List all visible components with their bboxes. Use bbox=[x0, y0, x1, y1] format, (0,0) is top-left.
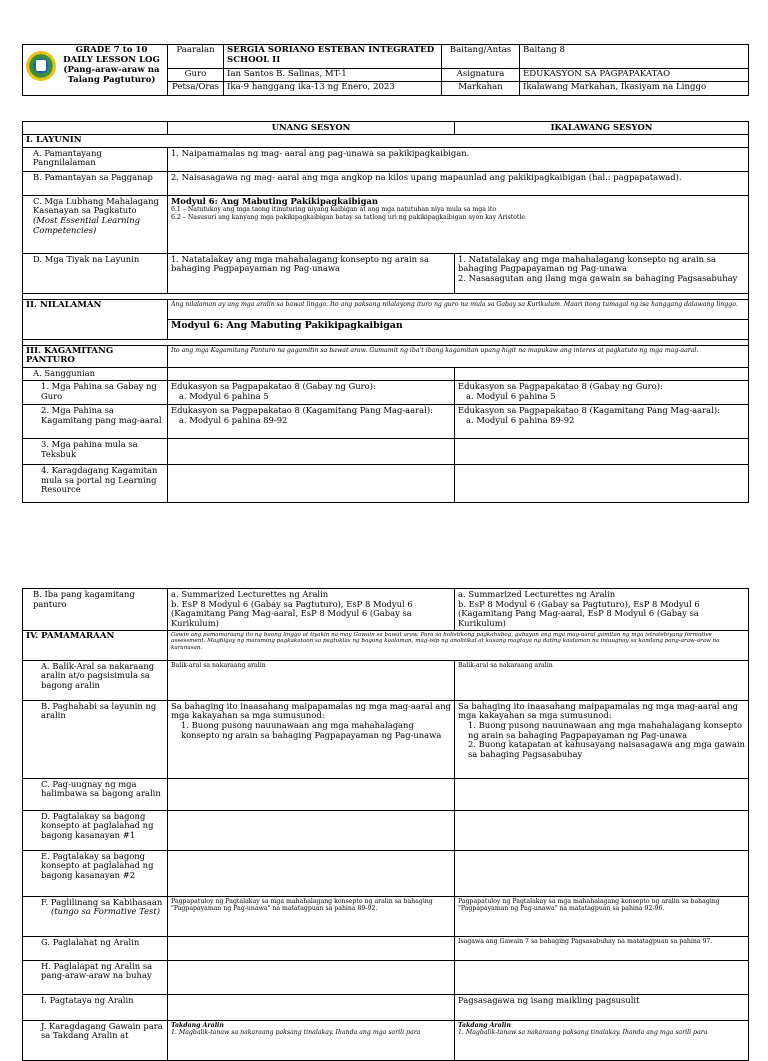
markahan-label: Markahan bbox=[442, 81, 520, 95]
iba-kagamitan-s2-a: a. Summarized Lecturettes ng Aralin bbox=[458, 589, 616, 599]
baitang-value: Baitang 8 bbox=[520, 45, 749, 69]
kagamitan-s2 bbox=[455, 404, 749, 438]
kagamitan-heading: III. KAGAMITANG PANTURO bbox=[23, 345, 168, 368]
paghahabi-s1-item1: 1. Buong pusong nauunawaan ang mga mahahalagang konsepto ng arain sa bahaging Pagpapayaman ng Pag-unawa bbox=[181, 719, 442, 740]
deped-logo-icon bbox=[26, 51, 56, 81]
gabay-guro-s1 bbox=[168, 380, 455, 404]
pamantayang-pangnilalaman-text: 1. Naipamamalas ng mag- aaral ang pag-unawa sa pakikipagkaibigan. bbox=[168, 147, 749, 171]
pagtalakay-1-label: D. Pagtalakay sa bagong konsepto at paglalahad ng bagong kasanayan #1 bbox=[23, 810, 168, 850]
paghahabi-s1 bbox=[168, 700, 455, 778]
guro-value: Ian Santos B. Salinas, MT-1 bbox=[224, 69, 442, 82]
takdang-aralin-s1-text: 1. Magbalik-tanaw sa nakaraang paksang tinalakay. Ihanda ang mga sarili para bbox=[171, 1029, 421, 1037]
melc-6-1: 6.1 – Natutukoy ang mga taong itinuturing niyang kaibigan at ang mga natutuhan niya mula sa mga ito bbox=[171, 206, 497, 214]
paglilinang-sublabel: (tungo sa Formative Test) bbox=[51, 906, 160, 917]
iba-kagamitan-s1-b: b. EsP 8 Modyul 6 (Gabay sa Pagtuturo), EsP 8 Modyul 6 (Kagamitang Pang Mag-aaral, EsP 8 Modyul 6 (Gabay sa Kurikulum) bbox=[171, 598, 413, 628]
kagamitan-note: Ito ang mga Kagamitang Panturo na gagamitin sa bawat araw. Gumamit ng iba't ibang kagamitan upang higit na mapukaw ang interes at pagkatuto ng mga mag-aaral. bbox=[168, 345, 749, 368]
paglalahat-label: G. Paglalahat ng Aralin bbox=[23, 936, 168, 960]
pahina-kagamitan-label: 2. Mga Pahina sa Kagamitang pang mag-aaral bbox=[23, 404, 168, 438]
melc-sublabel: (Most Essential Learning Competencies) bbox=[33, 214, 140, 235]
iba-kagamitan-s1 bbox=[168, 589, 455, 631]
asignatura-label: Asignatura bbox=[442, 69, 520, 82]
balik-aral-s1: Balik-aral sa nakaraang aralin bbox=[168, 660, 455, 700]
paglilinang-s2: Pagpapatuloy ng Pagtalakay sa mga mahahalagang konsepto ng aralin sa bahaging "Pagpapayaman ng Pag-unawa" na matatagpuan sa pahina 92-96. bbox=[455, 896, 749, 936]
ikalawang-sesyon-header: IKALAWANG SESYON bbox=[455, 122, 749, 135]
paglalapat-label: H. Paglalapat ng Aralin sa pang-araw-araw na buhay bbox=[23, 960, 168, 994]
balik-aral-label: A. Balik-Aral sa nakaraang aralin at/o pagsisimula sa bagong aralin bbox=[23, 660, 168, 700]
paghahabi-s1-intro: Sa bahaging ito inaasahang maipapamalas ng mga mag-aaral ang mga kakayahan sa mga sumusunod: bbox=[171, 700, 451, 721]
unang-sesyon-header: UNANG SESYON bbox=[168, 122, 455, 135]
kagamitan-s1-title: Edukasyon sa Pagpapakatao 8 (Kagamitang Pang Mag-aaral): bbox=[171, 404, 433, 415]
dll-title-line2: DAILY LESSON LOG bbox=[63, 54, 160, 65]
pagtalakay-2-label: E. Pagtalakay sa bagong konsepto at paglalahad ng bagong kasanayan #2 bbox=[23, 850, 168, 896]
pamantayang-pangnilalaman-label: A. Pamantayang Pangnilalaman bbox=[23, 147, 168, 171]
balik-aral-s2: Balik-aral sa nakaraang aralin bbox=[455, 660, 749, 700]
iba-kagamitan-s2-b: b. EsP 8 Modyul 6 (Gabay sa Pagtuturo), EsP 8 Modyul 6 (Kagamitang Pang Mag-aaral, EsP 8 Modyul 6 (Gabay sa Kurikulum) bbox=[458, 598, 700, 628]
gabay-guro-s2-item: a. Modyul 6 pahina 5 bbox=[466, 390, 556, 401]
pag-uugnay-label: C. Pag-uugnay ng mga halimbawa sa bagong aralin bbox=[23, 778, 168, 810]
paghahabi-s2-item1: 1. Buong pusong nauunawaan ang mga mahahalagang konsepto ng arain sa bahaging Pagpapayaman ng Pag-unawa bbox=[468, 719, 742, 740]
guro-label: Guro bbox=[168, 69, 224, 82]
dll-title-cell bbox=[23, 45, 168, 96]
gabay-guro-s1-title: Edukasyon sa Pagpapakatao 8 (Gabay ng Guro): bbox=[171, 380, 376, 391]
melc-6-2: 6.2 – Nasusuri ang kanyang mga pakikipagkaibigan batay sa tatlong uri ng pakikipagkaibigan ayon kay Aristotle bbox=[171, 213, 526, 221]
tiyak-layunin-s2-2: 2. Nasasagutan ang ilang mga gawain sa bahaging Pagsasabuhay bbox=[458, 272, 738, 283]
tiyak-layunin-s2 bbox=[455, 253, 749, 293]
karagdagang-kagamitan-label: 4. Karagdagang Kagamitan mula sa portal ng Learning Resource bbox=[23, 464, 168, 502]
paghahabi-s2-item2: 2. Buong katapatan at kahusayang naisasagawa ang mga gawain sa bahaging Pagsasabuhay bbox=[468, 739, 745, 759]
petsa-value: Ika-9 hanggang ika-13 ng Enero, 2023 bbox=[224, 81, 442, 95]
dll-title-line3: (Pang-araw-araw na bbox=[63, 64, 160, 75]
paghahabi-s2-intro: Sa bahaging ito inaasahang maipapamalas ng mga mag-aaral ang mga kakayahan sa mga sumusunod: bbox=[458, 700, 738, 721]
kagamitan-s1-item: a. Modyul 6 pahina 89-92 bbox=[179, 414, 288, 425]
melc-title: Modyul 6: Ang Mabuting Pakikipagkaibigan bbox=[171, 195, 378, 206]
kagamitan-s2-title: Edukasyon sa Pagpapakatao 8 (Kagamitang Pang Mag-aaral): bbox=[458, 404, 720, 415]
iba-pang-kagamitan-label: B. Iba pang kagamitang panturo bbox=[23, 589, 168, 631]
paglilinang-s1: Pagpapatuloy ng Pagtalakay sa mga mahahalagang konsepto ng aralin sa bahaging "Pagpapayaman ng Pag-unawa" na matatagpuan sa pahina 89-92. bbox=[168, 896, 455, 936]
kagamitan-s1 bbox=[168, 404, 455, 438]
kagamitan-s2-item: a. Modyul 6 pahina 89-92 bbox=[466, 414, 575, 425]
header-table bbox=[22, 44, 749, 96]
nilalaman-note: Ang nilalaman ay ang mga aralin sa bawat linggo. Ito ang paksang nilalayong ituro ng guro na mula sa Gabay sa Kurikulum. Maari itong tumagal ng isa hanggang dalawang linggo. bbox=[168, 299, 749, 319]
paglilinang-label: F. Paglilinang sa Kabihasaan bbox=[41, 896, 163, 907]
melc-label: C. Mga Lubhang Mahalagang Kasanayan sa Pagkatuto bbox=[33, 195, 159, 216]
pamantayan-pagganap-label: B. Pamantayan sa Pagganap bbox=[23, 171, 168, 195]
takdang-aralin-s1-title: Takdang Aralin bbox=[171, 1021, 224, 1029]
melc-label-cell bbox=[23, 195, 168, 253]
dll-title-line1: GRADE 7 to 10 bbox=[75, 45, 148, 55]
sanggunian-label: A. Sanggunian bbox=[23, 368, 168, 381]
melc-content bbox=[168, 195, 749, 253]
markahan-value: Ikalawang Markahan, Ikasiyam na Linggo bbox=[520, 81, 749, 95]
pamamaraan-note: Gawin ang pamamaraang ito ng buong linggo at tiyakin na may Gawain sa bawat araw. Para sa holistikong pagkahubog, gabayan ang mga mag-aaral gamitan ng mga istratehiyang formative assessment. Magbigay ng maraming pagkakataon sa pagtuklas ng bagong kaalaman, mag-isip ng analitikal at kusang magtaya ng dating kaalaman na iniuugnay sa kanilang pang-araw-araw na karanasan. bbox=[168, 630, 749, 660]
pamamaraan-heading: IV. PAMAMARAAN bbox=[23, 630, 168, 660]
nilalaman-heading: II. NILALAMAN bbox=[23, 299, 168, 339]
takdang-aralin-s1 bbox=[168, 1020, 455, 1060]
pagtataya-label: I. Pagtataya ng Aralin bbox=[23, 994, 168, 1020]
tiyak-layunin-s1: 1. Natatalakay ang mga mahahalagang konsepto ng arain sa bahaging Pagpapayaman ng Pag-unawa bbox=[168, 253, 455, 293]
pagtataya-s2: Pagsasagawa ng isang maikling pagsusulit bbox=[455, 994, 749, 1020]
tiyak-layunin-s2-1: 1. Natatalakay ang mga mahahalagang konsepto ng arain sa bahaging Pagpapayaman ng Pag-unawa bbox=[458, 253, 716, 274]
lesson-table-page1 bbox=[22, 121, 749, 503]
tiyak-na-layunin-label: D. Mga Tiyak na Layunin bbox=[23, 253, 168, 293]
paglilinang-label-cell bbox=[23, 896, 168, 936]
lesson-table-page2 bbox=[22, 588, 749, 1061]
asignatura-value: EDUKASYON SA PAGPAPAKATAO bbox=[520, 69, 749, 82]
gabay-guro-s2-title: Edukasyon sa Pagpapakatao 8 (Gabay ng Guro): bbox=[458, 380, 663, 391]
paghahabi-label: B. Paghahabi sa layunin ng aralin bbox=[23, 700, 168, 778]
pamantayan-pagganap-text: 2. Naisasagawa ng mag- aaral ang mga angkop na kilos upang mapaunlad ang pakikipagkaibigan (hal.: pagpapatawad). bbox=[168, 171, 749, 195]
takdang-aralin-label: J. Karagdagang Gawain para sa Takdang Aralin at bbox=[23, 1020, 168, 1060]
nilalaman-title: Modyul 6: Ang Mabuting Pakikipagkaibigan bbox=[168, 319, 749, 339]
pahina-gabay-guro-label: 1. Mga Pahina sa Gabay ng Guro bbox=[23, 380, 168, 404]
takdang-aralin-s2-title: Takdang Aralin bbox=[458, 1021, 511, 1029]
pahina-teksbuk-label: 3. Mga pahina mula sa Teksbuk bbox=[23, 438, 168, 464]
petsa-label: Petsa/Oras bbox=[168, 81, 224, 95]
takdang-aralin-s2 bbox=[455, 1020, 749, 1060]
iba-kagamitan-s2 bbox=[455, 589, 749, 631]
iba-kagamitan-s1-a: a. Summarized Lecturettes ng Aralin bbox=[171, 589, 329, 599]
layunin-heading: I. LAYUNIN bbox=[23, 134, 749, 147]
paaralan-label: Paaralan bbox=[168, 45, 224, 69]
dll-title-line4: Talang Pagtuturo) bbox=[67, 74, 156, 85]
gabay-guro-s1-item: a. Modyul 6 pahina 5 bbox=[179, 390, 269, 401]
paglalahat-s2: Isagawa ang Gawain 7 sa bahaging Pagsasabuhay na matatagpuan sa pahina 97. bbox=[455, 936, 749, 960]
paghahabi-s2 bbox=[455, 700, 749, 778]
baitang-label: Baitang/Antas bbox=[442, 45, 520, 69]
gabay-guro-s2 bbox=[455, 380, 749, 404]
paaralan-value: SERGIA SORIANO ESTEBAN INTEGRATED SCHOOL II bbox=[224, 45, 442, 69]
takdang-aralin-s2-text: 1. Magbalik-tanaw sa nakaraang paksang tinalakay. Ihanda ang mga sarili para bbox=[458, 1029, 708, 1037]
